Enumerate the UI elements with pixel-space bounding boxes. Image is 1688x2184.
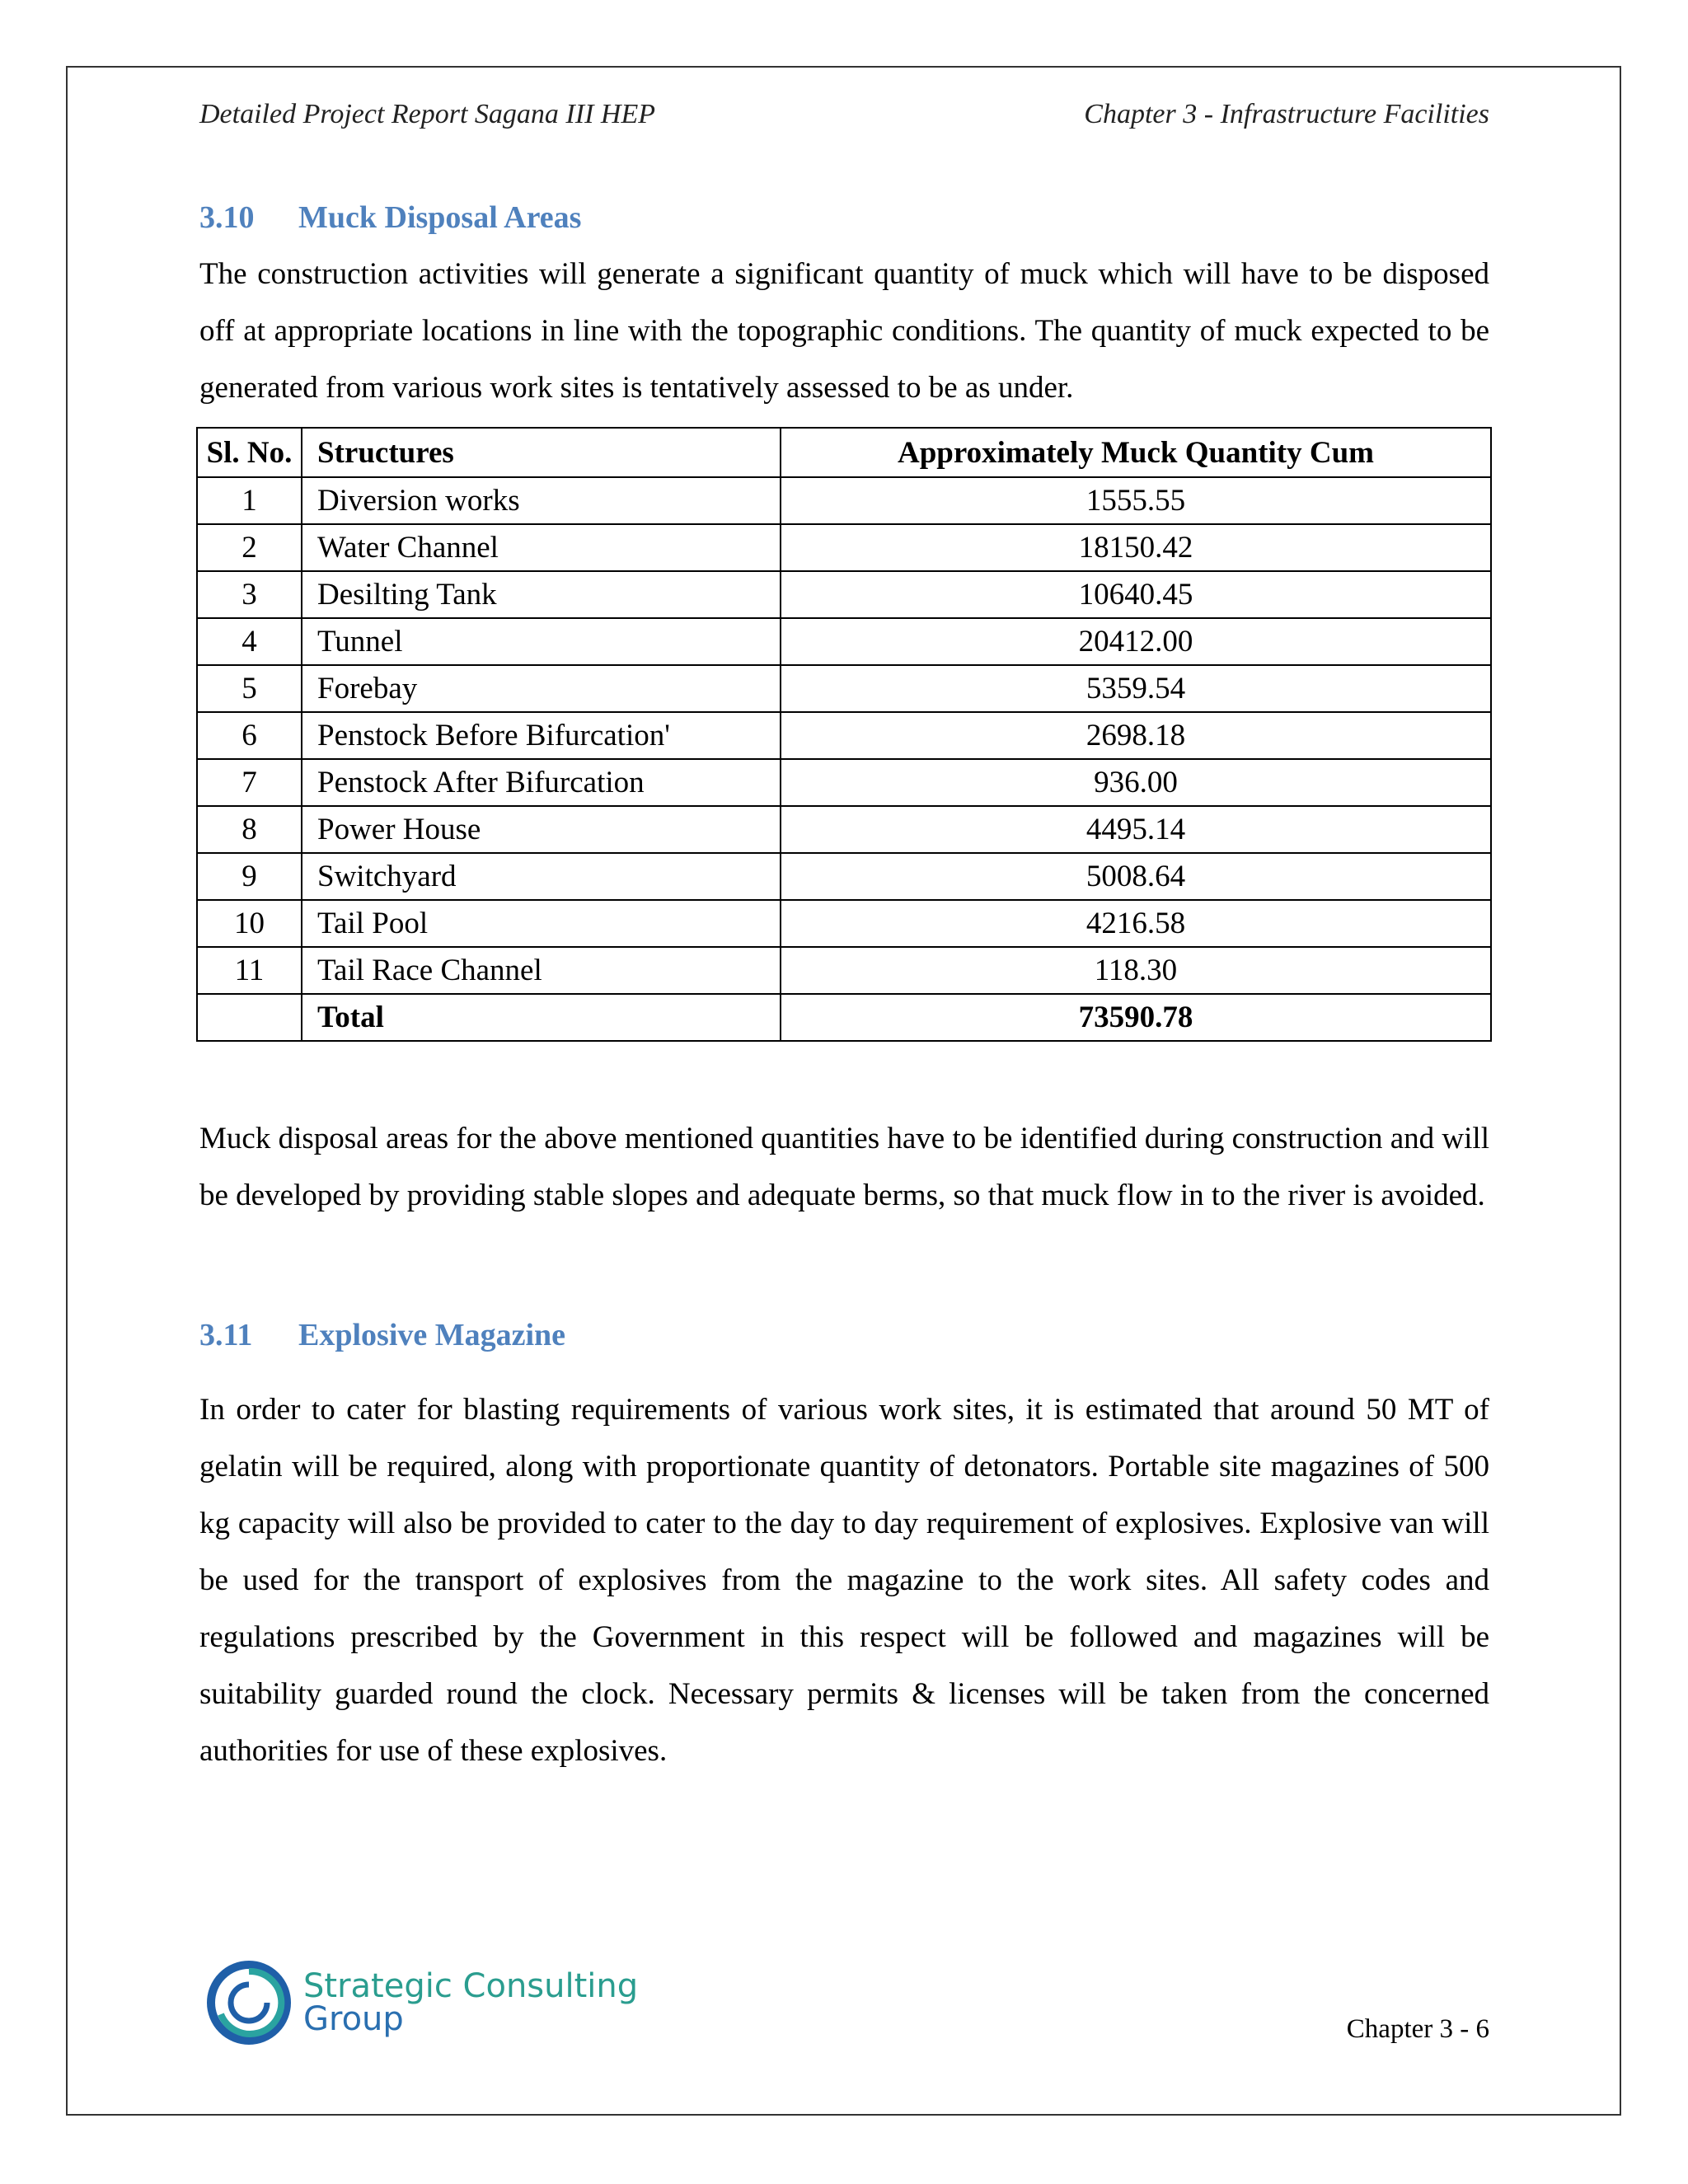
table-row (197, 806, 1491, 853)
logo-wordmark (303, 1967, 639, 2038)
cell-sl-no: 5 (197, 665, 302, 712)
cell-sl-no: 1 (197, 477, 302, 524)
cell-structure: Penstock After Bifurcation (302, 759, 781, 806)
cell-sl-no: 4 (197, 618, 302, 665)
cell-quantity: 18150.42 (781, 524, 1491, 571)
cell-sl-no: 2 (197, 524, 302, 571)
table-row (197, 759, 1491, 806)
header-right: Chapter 3 - Infrastructure Facilities (1084, 99, 1489, 129)
table-row (197, 947, 1491, 994)
cell-structure: Power House (302, 806, 781, 853)
company-logo (206, 1960, 638, 2046)
cell-structure: Desilting Tank (302, 571, 781, 618)
table-header-row (197, 428, 1491, 477)
cell-quantity: 5008.64 (781, 853, 1491, 900)
page-number: Chapter 3 - 6 (1346, 2014, 1489, 2044)
section-title: Muck Disposal Areas (298, 200, 582, 235)
table-row (197, 618, 1491, 665)
cell-sl-no: 8 (197, 806, 302, 853)
running-header (199, 99, 1489, 130)
cell-quantity: 20412.00 (781, 618, 1491, 665)
cell-quantity: 1555.55 (781, 477, 1491, 524)
total-label: Total (302, 994, 781, 1041)
muck-quantity-table (196, 427, 1492, 1042)
cell-quantity: 5359.54 (781, 665, 1491, 712)
intro-paragraph: The construction activities will generate a significant quantity of muck which will have to be disposed off at appropriate locations in line with the topographic conditions. The quantity of muck expected to be generated from various work sites is tentatively assessed to be as under. (199, 257, 1489, 405)
cell-quantity: 10640.45 (781, 571, 1491, 618)
cell-structure: Tail Race Channel (302, 947, 781, 994)
cell-sl-no: 7 (197, 759, 302, 806)
col-header-structures: Structures (302, 428, 781, 477)
cell-sl-no: 10 (197, 900, 302, 947)
section-heading-3-10 (199, 199, 581, 236)
cell-structure: Diversion works (302, 477, 781, 524)
cell-structure: Tunnel (302, 618, 781, 665)
cell-sl-no: 3 (197, 571, 302, 618)
swirl-logo-icon (206, 1960, 292, 2046)
table-row (197, 477, 1491, 524)
muck-disposal-paragraph: Muck disposal areas for the above mentioned quantities have to be identified during construction and will be developed by providing stable slopes and adequate berms, so that muck flow in to the river is avoided. (199, 1122, 1489, 1212)
cell-quantity: 4495.14 (781, 806, 1491, 853)
cell-sl-no: 6 (197, 712, 302, 759)
cell-quantity: 2698.18 (781, 712, 1491, 759)
cell-quantity: 4216.58 (781, 900, 1491, 947)
cell-sl-no (197, 994, 302, 1041)
explosive-magazine-paragraph: In order to cater for blasting requirements of various work sites, it is estimated that around 50 MT of gelatin will be required, along with proportionate quantity of detonators. Portable site magazines of 500 kg capacity will also be provided to cater to the day to day requirement of explosives. Explosive van will be used for the transport of explosives from the magazine to the work sites. All safety codes and regulations prescribed by the Government in this respect will be followed and magazines will be suitability guarded round the clock. Necessary permits & licenses will be taken from the concerned authorities for use of these explosives. (199, 1393, 1489, 1768)
cell-structure: Tail Pool (302, 900, 781, 947)
cell-sl-no: 9 (197, 853, 302, 900)
cell-structure: Penstock Before Bifurcation' (302, 712, 781, 759)
section-number: 3.11 (199, 1318, 253, 1352)
cell-quantity: 936.00 (781, 759, 1491, 806)
section-number: 3.10 (199, 200, 255, 235)
section-title: Explosive Magazine (298, 1318, 566, 1352)
table-row (197, 665, 1491, 712)
table-row (197, 900, 1491, 947)
col-header-sl-no: Sl. No. (197, 428, 302, 477)
cell-structure: Switchyard (302, 853, 781, 900)
cell-sl-no: 11 (197, 947, 302, 994)
table-row (197, 571, 1491, 618)
total-value: 73590.78 (781, 994, 1491, 1041)
section-heading-3-11 (199, 1317, 565, 1353)
table-row (197, 524, 1491, 571)
logo-line-1: Strategic Consulting (303, 1967, 639, 2005)
table-row (197, 853, 1491, 900)
cell-quantity: 118.30 (781, 947, 1491, 994)
logo-line-2: Group (303, 2000, 404, 2038)
table-row (197, 712, 1491, 759)
cell-structure: Forebay (302, 665, 781, 712)
header-left: Detailed Project Report Sagana III HEP (199, 99, 655, 129)
table-total-row (197, 994, 1491, 1041)
cell-structure: Water Channel (302, 524, 781, 571)
col-header-quantity: Approximately Muck Quantity Cum (781, 428, 1491, 477)
